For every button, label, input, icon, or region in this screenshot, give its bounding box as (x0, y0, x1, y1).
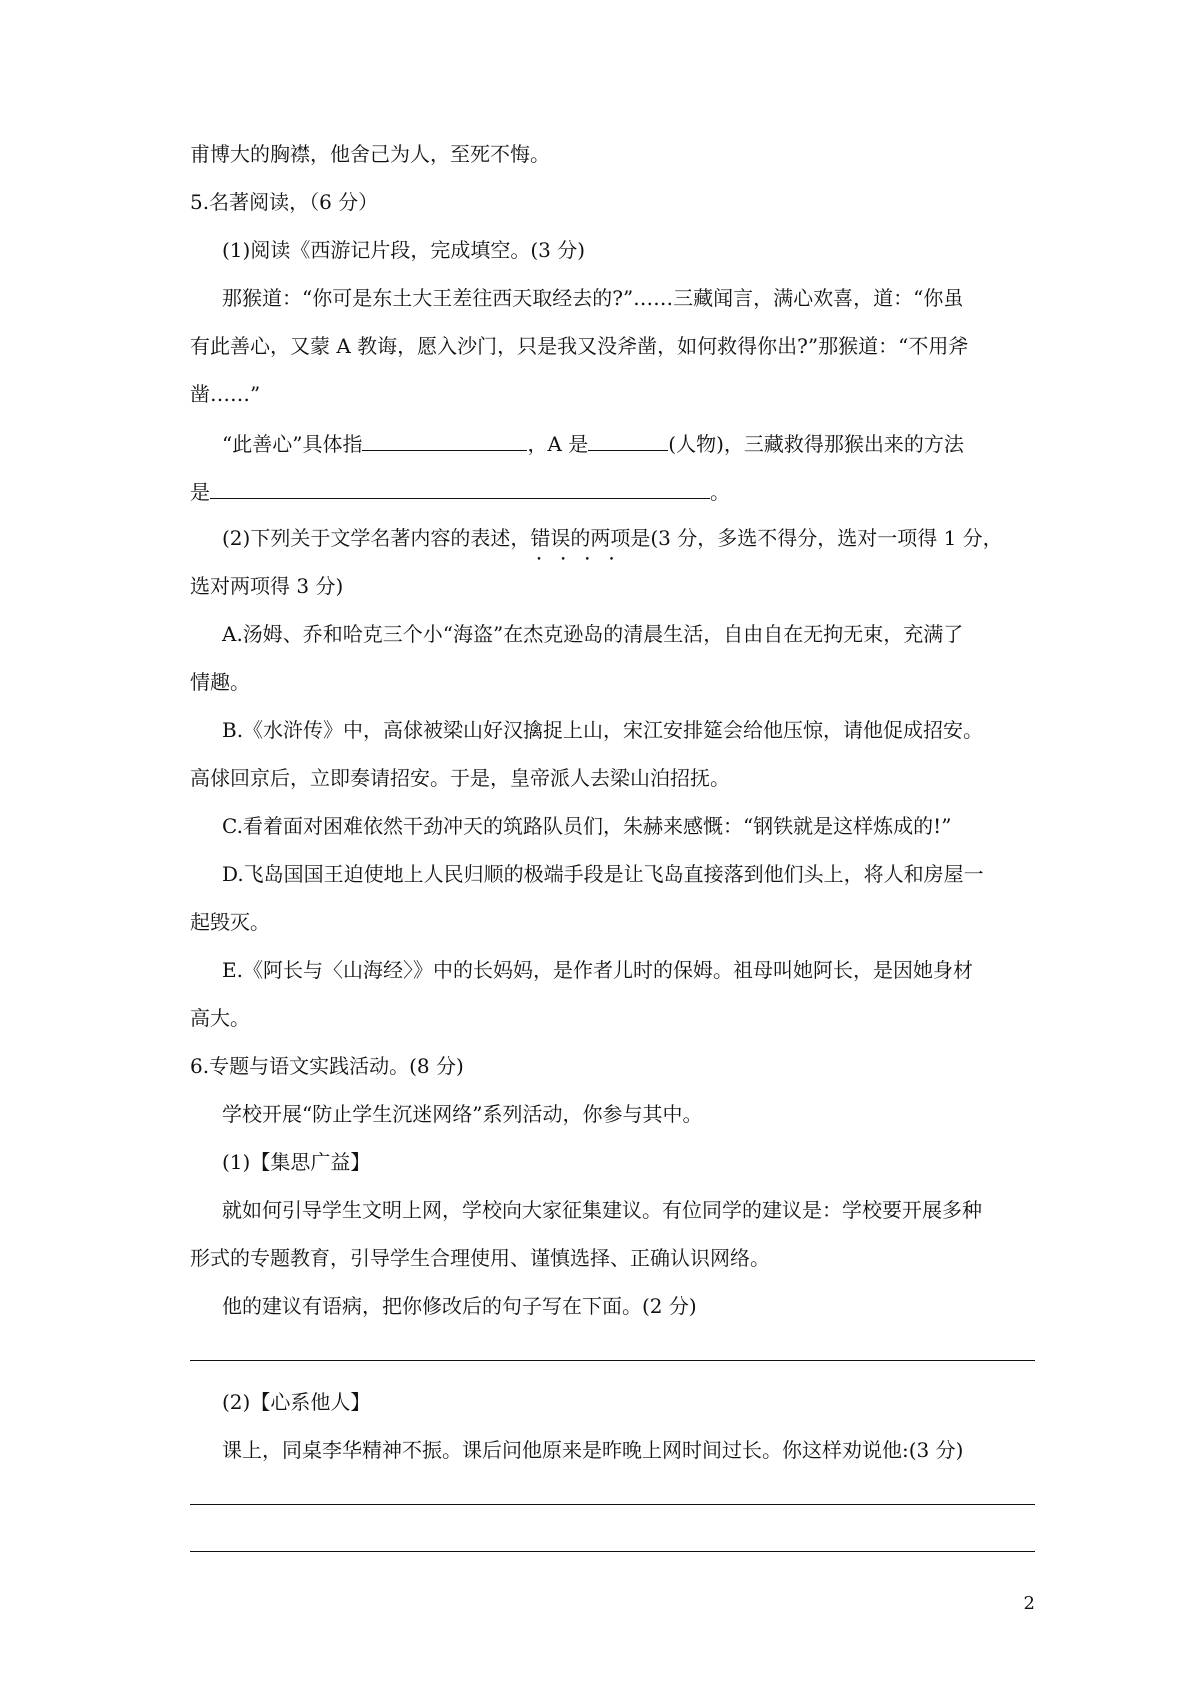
question-text: 就如何引导学生文明上网，学校向大家征集建议。有位同学的建议是：学校要开展多种 (222, 1198, 982, 1222)
text-line: 甫博大的胸襟，他舍己为人，至死不悔。 (190, 142, 550, 166)
passage-line: 那猴道：“你可是东土大王差往西天取经去的?”……三藏闻言，满心欢喜，道：“你虽 (222, 286, 964, 310)
question-text: 形式的专题教育，引导学生合理使用、谨慎选择、正确认识网络。 (190, 1246, 770, 1270)
question-text: (2)下列关于文学名著内容的表述， (222, 526, 531, 550)
question-5-part-2 (222, 526, 1003, 550)
fill-in-prompt: (人物)，三藏救得那猴出来的方法 (668, 432, 964, 456)
passage-line: 凿……” (190, 382, 261, 406)
fill-in-line (222, 430, 964, 456)
fill-in-line (190, 478, 730, 504)
question-6-part-1: (1)【集思广益】 (222, 1150, 371, 1174)
option-b: B.《水浒传》中，高俅被梁山好汉擒捉上山，宋江安排筵会给他压惊，请他促成招安。 (222, 718, 984, 742)
answer-blank[interactable] (210, 478, 710, 499)
question-text: 他的建议有语病，把你修改后的句子写在下面。(2 分) (222, 1294, 697, 1318)
answer-line[interactable] (190, 1504, 1035, 1505)
fill-in-prompt: “此善心”具体指 (222, 432, 363, 456)
option-e: E.《阿长与〈山海经〉》中的长妈妈，是作者儿时的保姆。祖母叫她阿长，是因她身材 (222, 958, 973, 982)
fill-in-prompt: 是 (190, 480, 210, 504)
answer-blank[interactable] (362, 430, 527, 451)
fill-in-prompt: 。 (710, 480, 730, 504)
question-6-intro: 学校开展“防止学生沉迷网络”系列活动，你参与其中。 (222, 1102, 703, 1126)
option-c: C.看着面对困难依然干劲冲天的筑路队员们，朱赫来感慨：“钢铁就是这样炼成的!” (222, 814, 952, 838)
page-number: 2 (1023, 1593, 1035, 1614)
fill-in-prompt: ，A 是 (527, 432, 589, 456)
option-a-cont: 情趣。 (190, 670, 250, 694)
option-b-cont: 高俅回京后，立即奏请招安。于是，皇帝派人去梁山泊招抚。 (190, 766, 730, 790)
question-6-part-2: (2)【心系他人】 (222, 1390, 371, 1414)
option-d: D.飞岛国国王迫使地上人民归顺的极端手段是让飞岛直接落到他们头上，将人和房屋一 (222, 862, 984, 886)
question-text: 课上，同桌李华精神不振。课后问他原来是昨晚上网时间过长。你这样劝说他:(3 分) (222, 1438, 964, 1462)
option-d-cont: 起毁灭。 (190, 910, 270, 934)
question-5-heading: 5.名著阅读，（6 分） (190, 190, 379, 214)
answer-line[interactable] (190, 1360, 1035, 1361)
question-text: 是(3 分，多选不得分，选对一项得 1 分， (630, 526, 1003, 550)
answer-blank[interactable] (588, 430, 668, 451)
option-e-cont: 高大。 (190, 1006, 250, 1030)
option-a: A.汤姆、乔和哈克三个小“海盗”在杰克逊岛的清晨生活，自由自在无拘无束，充满了 (222, 622, 964, 646)
question-6-heading: 6.专题与语文实践活动。(8 分) (190, 1054, 464, 1078)
question-5-part-1: (1)阅读《西游记片段，完成填空。(3 分) (222, 238, 586, 262)
emphasized-text: 错误的两项 • • (530, 526, 630, 550)
passage-line: 有此善心，又蒙 A 教诲，愿入沙门，只是我又没斧凿，如何救得你出?”那猴道：“不用斧 (190, 334, 969, 358)
question-text: 选对两项得 3 分) (190, 574, 344, 598)
answer-line[interactable] (190, 1551, 1035, 1552)
